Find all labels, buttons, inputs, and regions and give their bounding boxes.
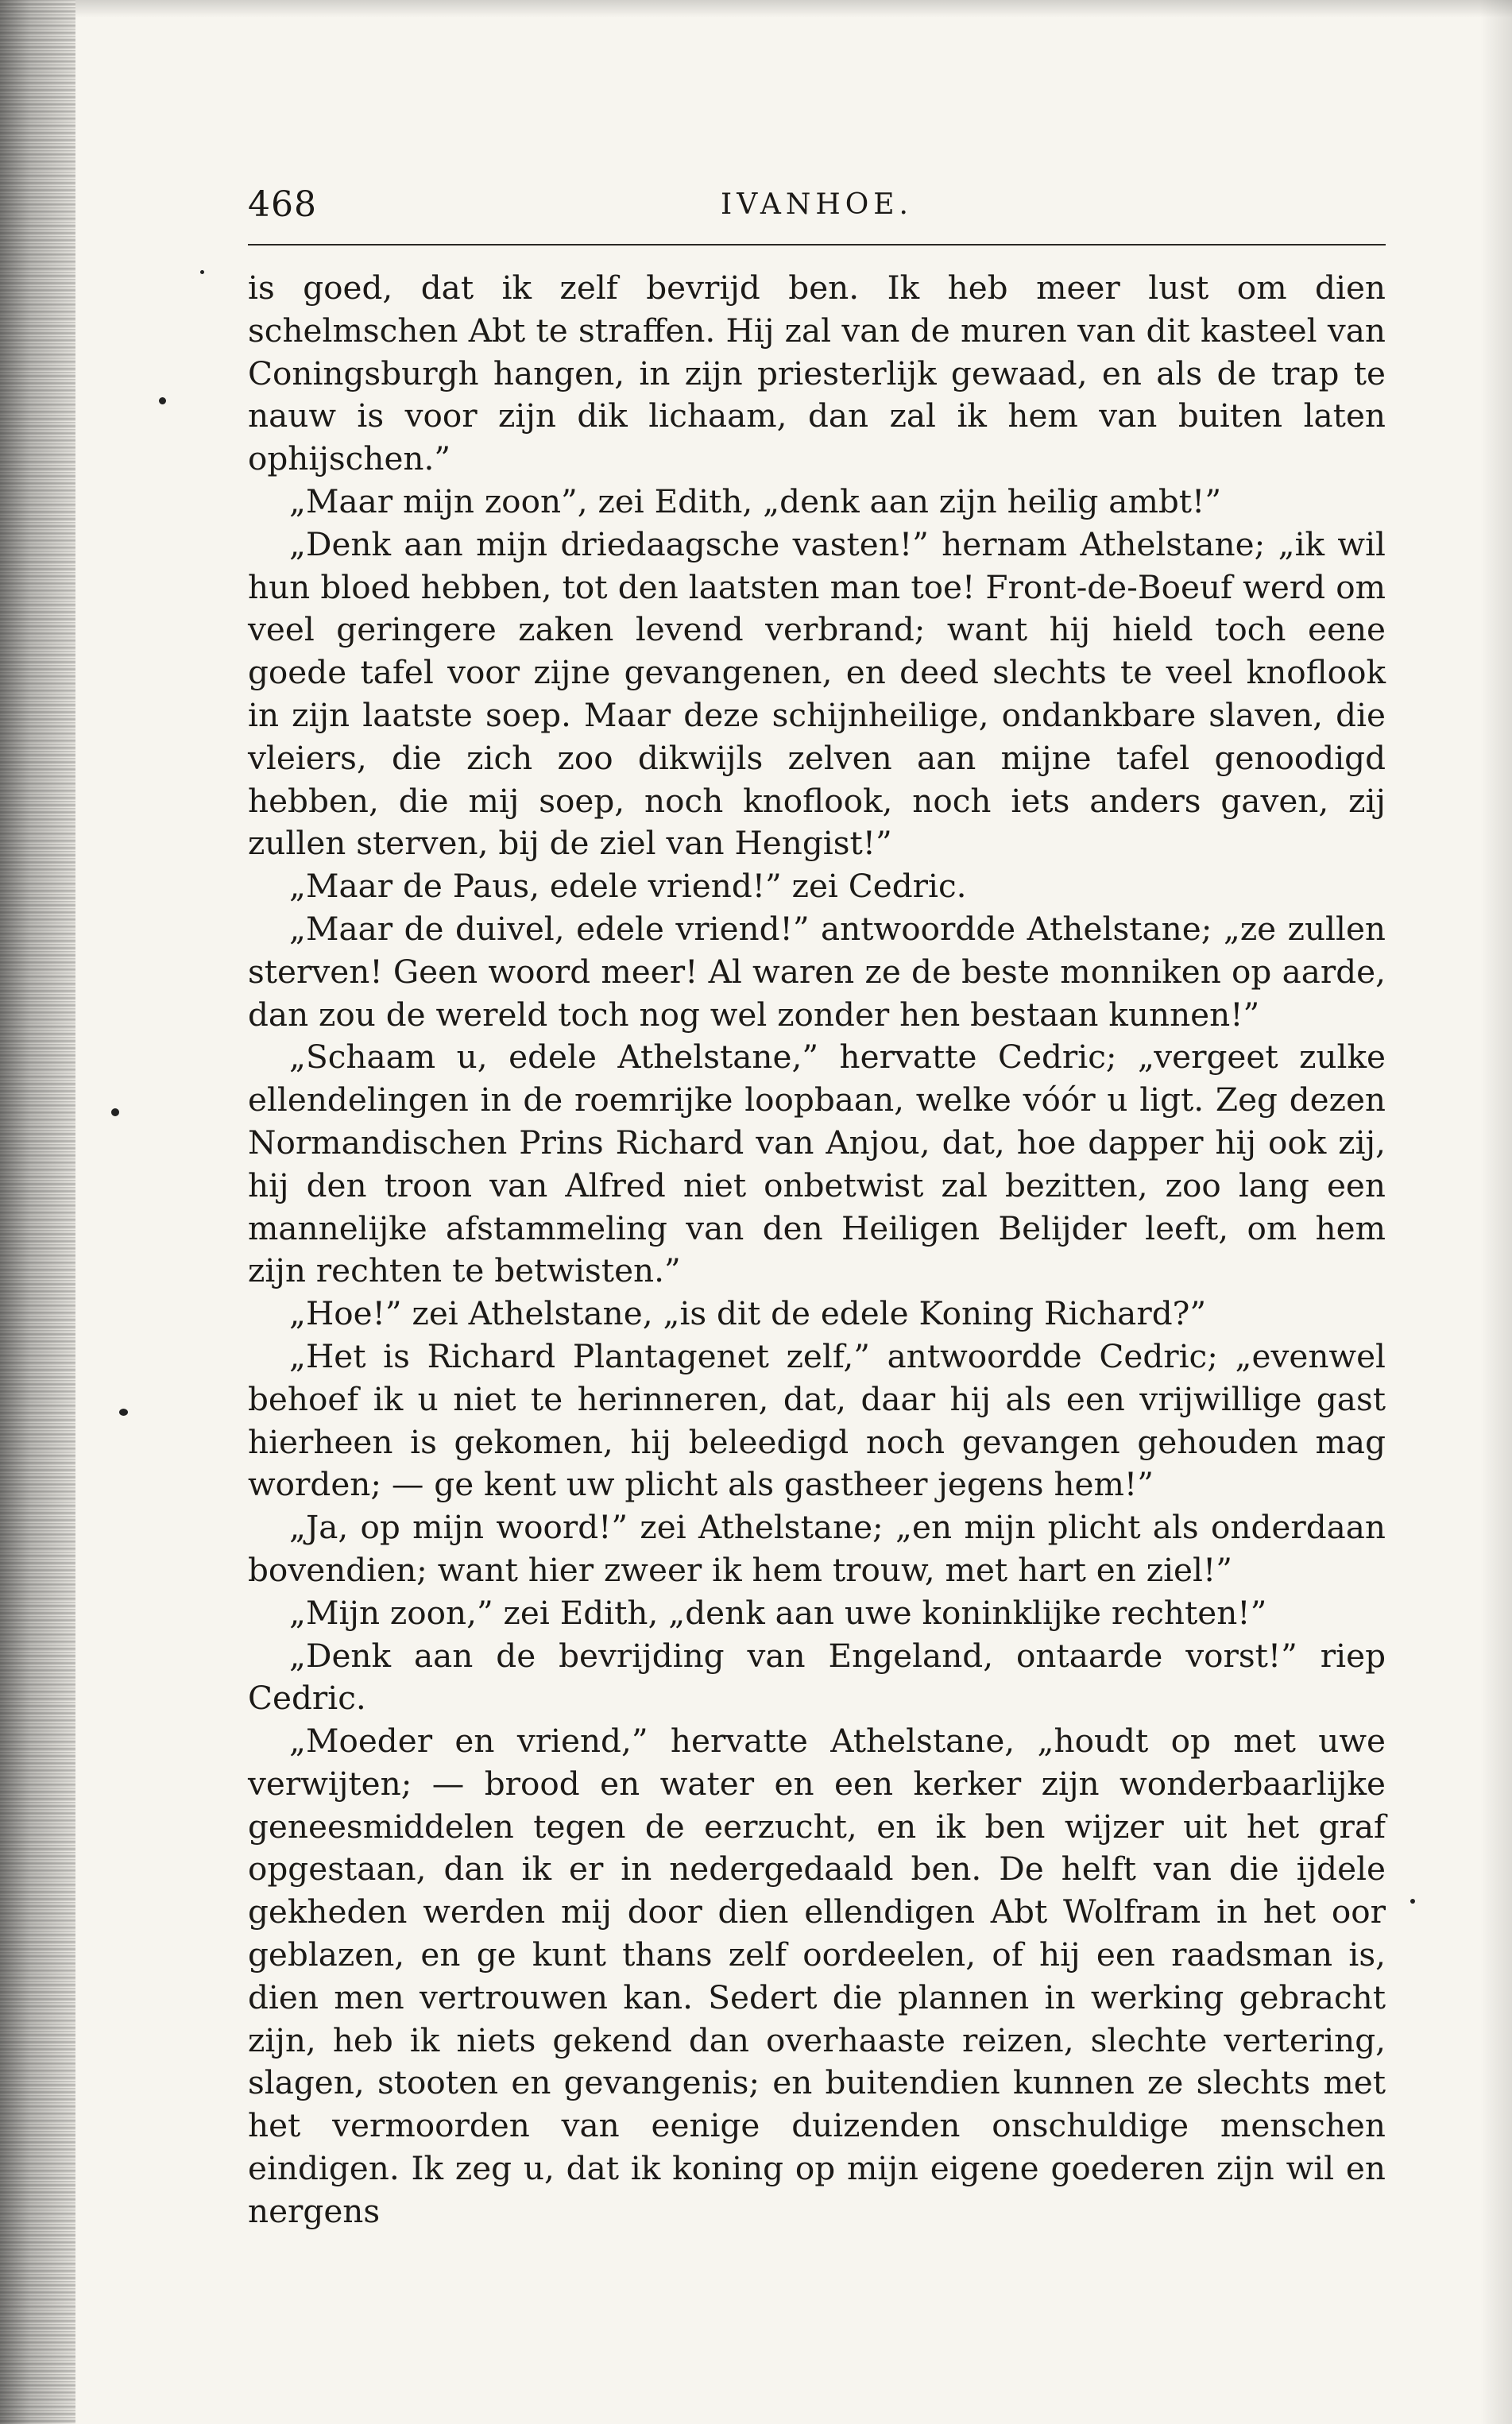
paragraph: „Denk aan de bevrijding van Engeland, ontaarde vorst!” riep Cedric. [248, 1636, 1386, 1718]
paragraph: is goed, dat ik zelf bevrijd ben. Ik heb meer lust om dien schelmschen Abt te straffen. Hij zal van de muren van dit kasteel van Coningsburgh hangen, in zijn priesterlijk gewaad, en als de trap te nauw is voor zijn dik lichaam, dan zal ik hem van buiten laten ophijschen.” [248, 269, 1386, 478]
body-text [248, 267, 1386, 2233]
ink-speck [1410, 1899, 1415, 1904]
paragraph: „Schaam u, edele Athelstane,” hervatte Cedric; „vergeet zulke ellendelingen in de roemrijke loopbaan, welke vóór u ligt. Zeg dezen Normandischen Prins Richard van Anjou, dat, hoe dapper hij ook zij, hij den troon van Alfred niet onbetwist zal bezitten, zoo lang een mannelijke afstammeling van den Heiligen Belijder leeft, om hem zijn rechten te betwisten.” [248, 1038, 1386, 1290]
paragraph: „Mijn zoon,” zei Edith, „denk aan uwe koninklijke rechten!” [289, 1593, 1267, 1632]
top-edge-shadow [75, 0, 1512, 17]
paragraph: „Het is Richard Plantagenet zelf,” antwoordde Cedric; „evenwel behoef ik u niet te herinneren, dat, daar hij als een vrijwillige gast hierheen is gekomen, hij beleedigd noch gevangen gehouden mag worden; — ge kent uw plicht als gastheer jegens hem!” [248, 1336, 1386, 1504]
header-rule [248, 244, 1386, 245]
paragraph: „Ja, op mijn woord!” zei Athelstane; „en mijn plicht als onderdaan bovendien; want hier zweer ik hem trouw, met hart en ziel!” [248, 1508, 1386, 1589]
ink-speck [200, 270, 204, 274]
paragraph: „Maar mijn zoon”, zei Edith, „denk aan zijn heilig ambt!” [289, 481, 1222, 520]
paragraph: „Maar de duivel, edele vriend!” antwoordde Athelstane; „ze zullen sterven! Geen woord meer! Al waren ze de beste monniken op aarde, dan zou de wereld toch nog wel zonder hen bestaan kunnen!” [248, 909, 1386, 1034]
paragraph: „Hoe!” zei Athelstane, „is dit de edele Koning Richard?” [289, 1294, 1207, 1333]
page-number: 468 [248, 184, 317, 225]
right-edge-shadow [1480, 0, 1512, 2424]
paragraph: „Maar de Paus, edele vriend!” zei Cedric. [289, 867, 967, 906]
running-title: IVANHOE. [721, 188, 913, 221]
paragraph: „Moeder en vriend,” hervatte Athelstane, „houdt op met uwe verwijten; — brood en water en een kerker zijn wonderbaarlijke geneesmiddelen tegen de eerzucht, en ik ben wijzer uit het graf opgestaan, dan ik er in nedergedaald ben. De helft van die ijdele gekheden werden mij door dien ellendigen Abt Wolfram in het oor geblazen, en ge kunt thans zelf oordeelen, of hij een raadsman is, dien men vertrouwen kan. Sedert die plannen in werking gebracht zijn, heb ik niets gekend dan overhaaste reizen, slechte vertering, slagen, stooten en gevangenis; en buitendien kunnen ze slechts met het vermoorden van eenige duizenden onschuldige menschen eindigen. Ik zeg u, dat ik koning op mijn eigene goederen zijn wil en nergens [248, 1722, 1386, 2230]
ink-speck [159, 397, 166, 404]
paragraph: „Denk aan mijn driedaagsche vasten!” hernam Athelstane; „ik wil hun bloed hebben, tot den laatsten man toe! Front-de-Boeuf werd om veel geringere zaken levend verbrand; want hij hield toch eene goede tafel voor zijne gevangenen, en deed slechts te veel knoflook in zijn laatste soep. Maar deze schijnheilige, ondankbare slaven, die vleiers, die zich zoo dikwijls zelven aan mijne tafel genoodigd hebben, die mij soep, noch knoflook, noch iets anders gaven, zij zullen sterven, bij de ziel van Hengist!” [248, 524, 1386, 863]
ink-speck [119, 1409, 128, 1416]
page-header [248, 181, 1386, 229]
ink-speck [111, 1108, 119, 1116]
page-edge-shadow [0, 0, 75, 2424]
